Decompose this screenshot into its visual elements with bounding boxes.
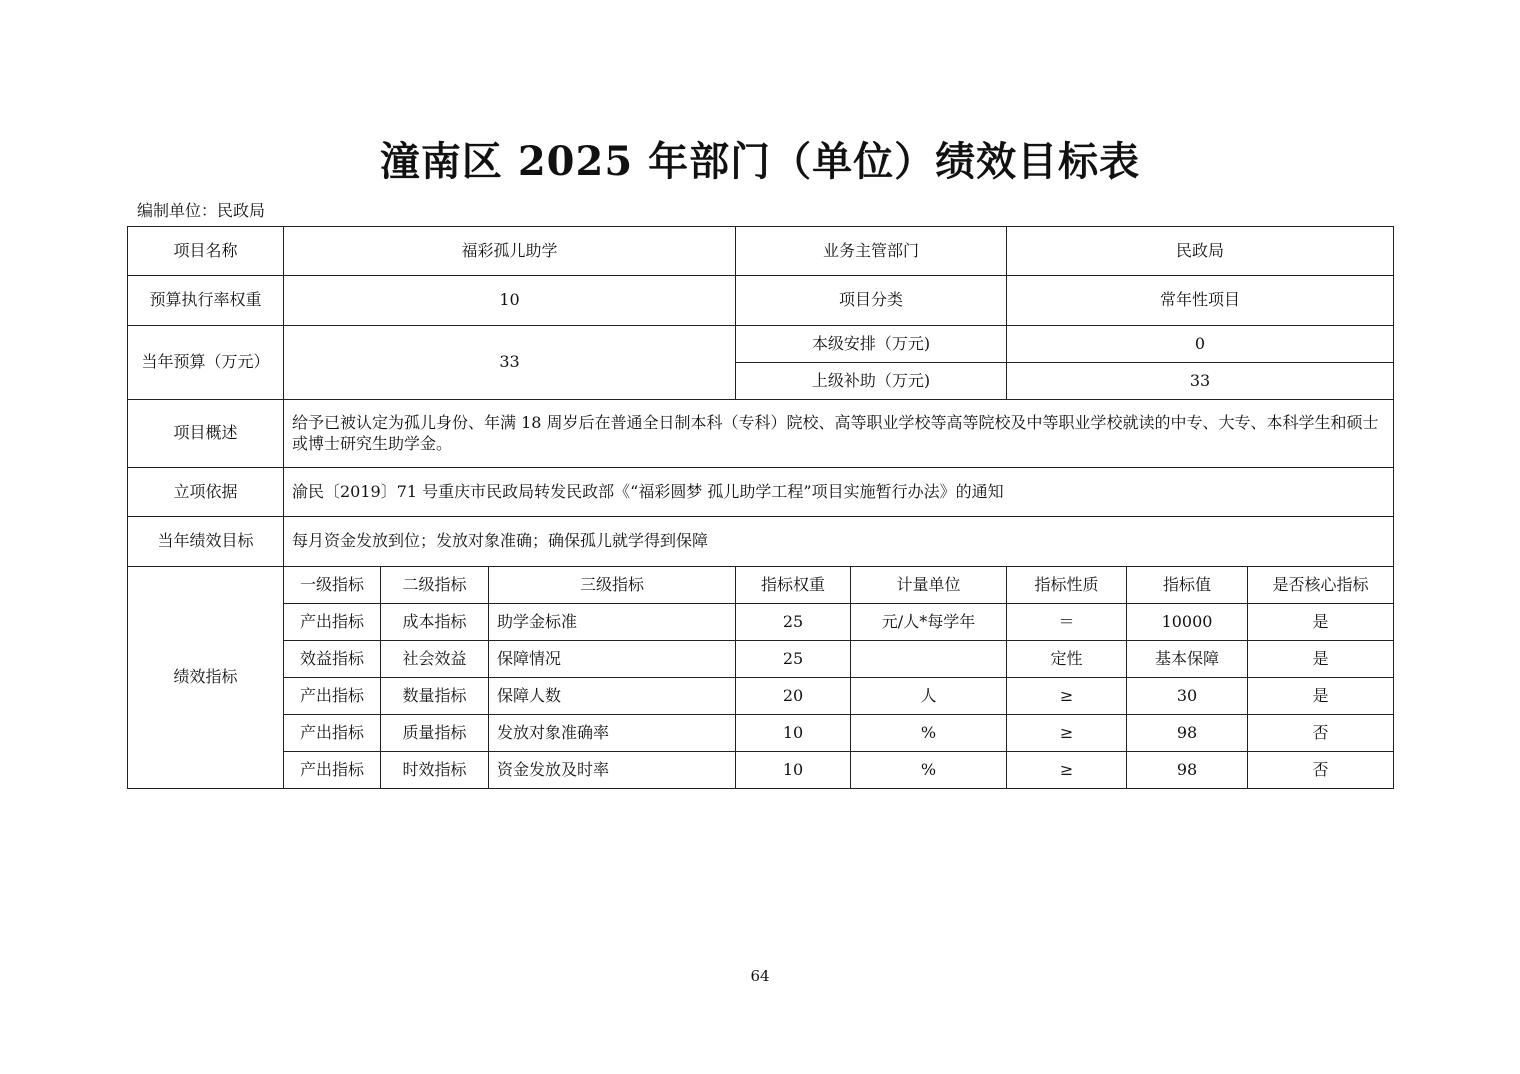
upper-subsidy-value: 33 — [1007, 363, 1394, 400]
header-level2: 二级指标 — [381, 567, 489, 604]
category-value: 常年性项目 — [1007, 276, 1394, 326]
overview-text: 给予已被认定为孤儿身份、年满 18 周岁后在普通全日制本科（专科）院校、高等职业学校等高等院校及中等职业学校就读的中专、大专、本科学生和硕士或博士研究生助学金。 — [284, 400, 1394, 468]
dept-label: 业务主管部门 — [736, 227, 1007, 276]
header-level3: 三级指标 — [489, 567, 736, 604]
page-title: 潼南区 2025 年部门（单位）绩效目标表 — [379, 138, 1141, 185]
cell-level2: 质量指标 — [381, 715, 489, 752]
cell-level2: 数量指标 — [381, 678, 489, 715]
cell-unit — [851, 641, 1007, 678]
cell-level1: 产出指标 — [284, 752, 381, 789]
project-name-label: 项目名称 — [128, 227, 284, 276]
cell-level1: 产出指标 — [284, 678, 381, 715]
cell-level3: 保障情况 — [489, 641, 736, 678]
cell-unit: % — [851, 752, 1007, 789]
basis-label: 立项依据 — [128, 468, 284, 517]
project-name-value: 福彩孤儿助学 — [284, 227, 736, 276]
header-weight: 指标权重 — [736, 567, 851, 604]
indicator-header-row — [128, 567, 1394, 604]
header-nature: 指标性质 — [1007, 567, 1127, 604]
cell-value: 基本保障 — [1127, 641, 1248, 678]
cell-level2: 成本指标 — [381, 604, 489, 641]
cell-level1: 产出指标 — [284, 604, 381, 641]
cell-core: 是 — [1248, 604, 1394, 641]
cell-nature: ≥ — [1007, 715, 1127, 752]
dept-value: 民政局 — [1007, 227, 1394, 276]
cell-weight: 10 — [736, 752, 851, 789]
cell-level3: 助学金标准 — [489, 604, 736, 641]
overview-label: 项目概述 — [128, 400, 284, 468]
weight-label: 预算执行率权重 — [128, 276, 284, 326]
cell-weight: 10 — [736, 715, 851, 752]
compiling-unit: 编制单位：民政局 — [137, 201, 266, 220]
table-row — [128, 752, 1394, 789]
cell-weight: 25 — [736, 604, 851, 641]
cell-value: 10000 — [1127, 604, 1248, 641]
cell-value: 98 — [1127, 715, 1248, 752]
cell-level1: 产出指标 — [284, 715, 381, 752]
cell-unit: 元/人*每学年 — [851, 604, 1007, 641]
cell-nature: ≥ — [1007, 678, 1127, 715]
page-number: 64 — [750, 967, 770, 985]
cell-level1: 效益指标 — [284, 641, 381, 678]
cell-core: 是 — [1248, 678, 1394, 715]
cell-nature: 定性 — [1007, 641, 1127, 678]
goal-label: 当年绩效目标 — [128, 517, 284, 567]
weight-value: 10 — [284, 276, 736, 326]
header-core: 是否核心指标 — [1248, 567, 1394, 604]
table-row — [128, 604, 1394, 641]
table-row — [128, 678, 1394, 715]
goal-text: 每月资金发放到位；发放对象准确；确保孤儿就学得到保障 — [284, 517, 1394, 567]
cell-core: 否 — [1248, 752, 1394, 789]
cell-unit: % — [851, 715, 1007, 752]
cell-nature: ≥ — [1007, 752, 1127, 789]
performance-target-table — [127, 226, 1394, 789]
cell-weight: 25 — [736, 641, 851, 678]
local-funding-label: 本级安排（万元) — [736, 326, 1007, 363]
indicators-section-label: 绩效指标 — [128, 567, 284, 789]
cell-value: 98 — [1127, 752, 1248, 789]
cell-level2: 社会效益 — [381, 641, 489, 678]
cell-nature: ＝ — [1007, 604, 1127, 641]
header-unit: 计量单位 — [851, 567, 1007, 604]
cell-core: 是 — [1248, 641, 1394, 678]
cell-level3: 资金发放及时率 — [489, 752, 736, 789]
cell-level3: 发放对象准确率 — [489, 715, 736, 752]
cell-value: 30 — [1127, 678, 1248, 715]
upper-subsidy-label: 上级补助（万元) — [736, 363, 1007, 400]
header-value: 指标值 — [1127, 567, 1248, 604]
category-label: 项目分类 — [736, 276, 1007, 326]
local-funding-value: 0 — [1007, 326, 1394, 363]
table-row — [128, 715, 1394, 752]
cell-unit: 人 — [851, 678, 1007, 715]
table-row — [128, 641, 1394, 678]
budget-value: 33 — [284, 326, 736, 400]
cell-level3: 保障人数 — [489, 678, 736, 715]
cell-core: 否 — [1248, 715, 1394, 752]
cell-weight: 20 — [736, 678, 851, 715]
header-level1: 一级指标 — [284, 567, 381, 604]
budget-label: 当年预算（万元） — [128, 326, 284, 400]
basis-text: 渝民〔2019〕71 号重庆市民政局转发民政部《“福彩圆梦 孤儿助学工程”项目实施暂行办法》的通知 — [284, 468, 1394, 517]
cell-level2: 时效指标 — [381, 752, 489, 789]
